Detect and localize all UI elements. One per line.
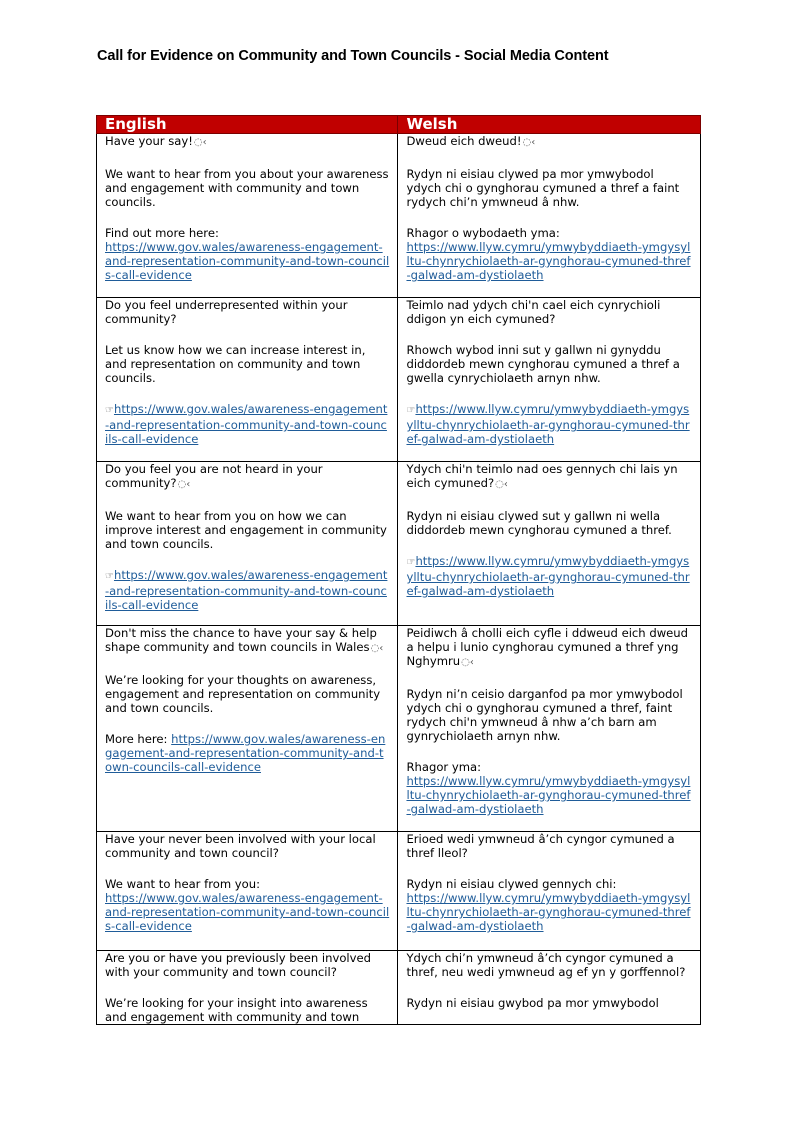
post-cta: Rhagor yma: bbox=[406, 760, 482, 774]
emoji-icon: ◌‹ bbox=[522, 137, 536, 148]
welsh-cell bbox=[398, 832, 701, 951]
post-headline: Erioed wedi ymwneud â’ch cyngor cymuned a thref lleol? bbox=[406, 832, 675, 860]
post-headline: Peidiwch â cholli eich cyfle i ddweud eich dweud a helpu i lunio cynghorau cymuned a thref yng Nghymru bbox=[406, 626, 689, 668]
pointing-hand-icon: ☞ bbox=[105, 405, 114, 416]
welsh-cell bbox=[398, 626, 701, 832]
table-row bbox=[97, 951, 701, 1025]
english-link[interactable]: https://www.gov.wales/awareness-engagement-and-representation-community-and-town-councils-call-evidence bbox=[105, 891, 390, 933]
post-cta: Rhagor o wybodaeth yma: bbox=[406, 226, 560, 240]
post-headline: Do you feel underrepresented within your community? bbox=[105, 298, 348, 326]
post-body: We want to hear from you about your awareness and engagement with community and town councils. bbox=[105, 167, 389, 209]
post-headline: Teimlo nad ydych chi'n cael eich cynrychioli ddigon yn eich cymuned? bbox=[406, 298, 661, 326]
document-title: Call for Evidence on Community and Town Councils - Social Media Content bbox=[97, 48, 609, 64]
post-body: We want to hear from you: bbox=[105, 877, 261, 891]
post-headline: Have your never been involved with your local community and town council? bbox=[105, 832, 376, 860]
english-cell bbox=[97, 134, 398, 298]
post-body: Rhowch wybod inni sut y gallwn ni gynyddu diddordeb mewn cynghorau cymuned a thref a gwella cynrychiolaeth arnyn nhw. bbox=[406, 343, 680, 385]
post-headline: Have your say! bbox=[105, 134, 193, 148]
welsh-cell bbox=[398, 462, 701, 626]
post-body: We’re looking for your thoughts on awareness, engagement and representation on community and town councils. bbox=[105, 673, 381, 715]
english-link[interactable]: https://www.gov.wales/awareness-engagement-and-representation-community-and-town-councils-call-evidence bbox=[105, 402, 388, 446]
post-body: Rydyn ni eisiau clywed pa mor ymwybodol ydych chi o gynghorau cymuned a thref a faint rydych chi’n ymwneud â nhw. bbox=[406, 167, 680, 209]
header-welsh: Welsh bbox=[398, 116, 701, 134]
post-cta: Find out more here: bbox=[105, 226, 219, 240]
table-row bbox=[97, 462, 701, 626]
post-body: We’re looking for your insight into awareness and engagement with community and town bbox=[105, 996, 368, 1024]
emoji-icon: ◌‹ bbox=[177, 479, 191, 490]
pointing-hand-icon: ☞ bbox=[406, 557, 416, 568]
emoji-icon: ◌‹ bbox=[461, 657, 474, 668]
header-english: English bbox=[97, 116, 398, 134]
welsh-link[interactable]: https://www.llyw.cymru/ymwybyddiaeth-ymgysylltu-chynrychiolaeth-ar-gynghorau-cymuned-thref-galwad-am-dystiolaeth bbox=[406, 402, 690, 446]
emoji-icon: ◌‹ bbox=[370, 643, 384, 654]
post-body: Rydyn ni eisiau clywed sut y gallwn ni wella diddordeb mewn cynghorau cymuned a thref. bbox=[406, 509, 672, 537]
post-headline: Are you or have you previously been involved with your community and town council? bbox=[105, 951, 372, 979]
emoji-icon: ◌‹ bbox=[495, 479, 508, 490]
table-row bbox=[97, 298, 701, 462]
english-link[interactable]: https://www.gov.wales/awareness-engagement-and-representation-community-and-town-councils-call-evidence bbox=[105, 568, 388, 612]
post-body: Rydyn ni’n ceisio darganfod pa mor ymwybodol ydych chi o gynghorau cymuned a thref, faint rydych chi'n ymwneud â nhw a’ch barn am gynrychiolaeth arnyn nhw. bbox=[406, 687, 683, 743]
post-headline: Ydych chi'n teimlo nad oes gennych chi lais yn eich cymuned? bbox=[406, 462, 678, 490]
emoji-icon: ◌‹ bbox=[193, 137, 207, 148]
post-headline: Don't miss the chance to have your say & help shape community and town councils in Wales bbox=[105, 626, 377, 654]
post-body: Rydyn ni eisiau gwybod pa mor ymwybodol bbox=[406, 996, 659, 1010]
social-media-content-table bbox=[96, 115, 701, 1025]
english-cell bbox=[97, 626, 398, 832]
welsh-link[interactable]: https://www.llyw.cymru/ymwybyddiaeth-ymgysylltu-chynrychiolaeth-ar-gynghorau-cymuned-thref-galwad-am-dystiolaeth bbox=[406, 554, 690, 598]
english-cell bbox=[97, 298, 398, 462]
welsh-link[interactable]: https://www.llyw.cymru/ymwybyddiaeth-ymgysylltu-chynrychiolaeth-ar-gynghorau-cymuned-thref-galwad-am-dystiolaeth bbox=[406, 891, 691, 933]
english-cell bbox=[97, 951, 398, 1025]
post-cta: More here: bbox=[105, 732, 168, 746]
table-header-row bbox=[97, 116, 701, 134]
post-headline: Do you feel you are not heard in your community? bbox=[105, 462, 323, 490]
english-link[interactable]: https://www.gov.wales/awareness-engagement-and-representation-community-and-town-councils-call-evidence bbox=[105, 240, 390, 282]
post-headline: Dweud eich dweud! bbox=[406, 134, 522, 148]
post-body: Let us know how we can increase interest in, and representation on community and town councils. bbox=[105, 343, 366, 385]
welsh-cell bbox=[398, 298, 701, 462]
post-headline: Ydych chi’n ymwneud â’ch cyngor cymuned a thref, neu wedi ymwneud ag ef yn y gorffennol? bbox=[406, 951, 686, 979]
pointing-hand-icon: ☞ bbox=[406, 405, 416, 416]
table-row bbox=[97, 626, 701, 832]
welsh-cell bbox=[398, 134, 701, 298]
welsh-link[interactable]: https://www.llyw.cymru/ymwybyddiaeth-ymgysylltu-chynrychiolaeth-ar-gynghorau-cymuned-thref-galwad-am-dystiolaeth bbox=[406, 240, 691, 282]
post-body: Rydyn ni eisiau clywed gennych chi: bbox=[406, 877, 617, 891]
english-link[interactable]: https://www.gov.wales/awareness-engagement-and-representation-community-and-town-councils-call-evidence bbox=[105, 732, 386, 774]
table-row bbox=[97, 832, 701, 951]
welsh-cell bbox=[398, 951, 701, 1025]
post-body: We want to hear from you on how we can improve interest and engagement in community and town councils. bbox=[105, 509, 387, 551]
english-cell bbox=[97, 462, 398, 626]
welsh-link[interactable]: https://www.llyw.cymru/ymwybyddiaeth-ymgysylltu-chynrychiolaeth-ar-gynghorau-cymuned-thref-galwad-am-dystiolaeth bbox=[406, 774, 691, 816]
table-row bbox=[97, 134, 701, 298]
pointing-hand-icon: ☞ bbox=[105, 571, 114, 582]
english-cell bbox=[97, 832, 398, 951]
